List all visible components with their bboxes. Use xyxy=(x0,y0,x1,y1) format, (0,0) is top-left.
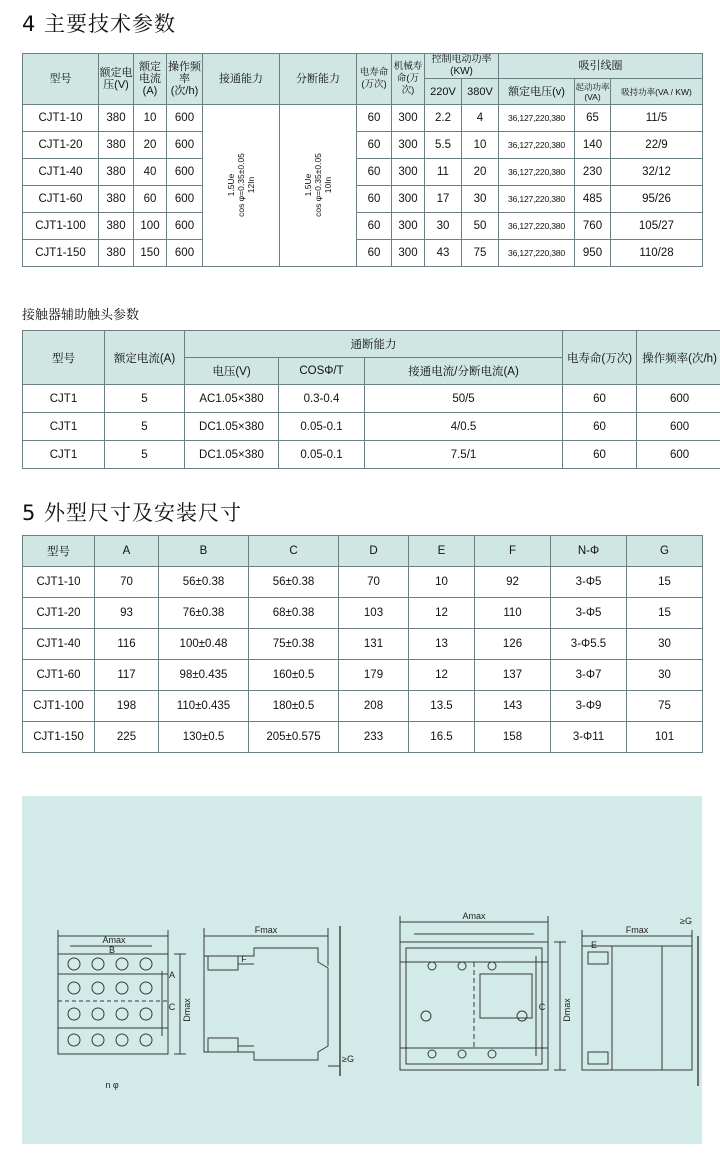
table-cell: CJT1-20 xyxy=(23,598,95,629)
capacity-line: 12In xyxy=(245,176,256,194)
table-cell: CJT1-150 xyxy=(23,240,99,267)
table-cell: 30 xyxy=(627,660,703,691)
table-cell: 950 xyxy=(575,240,611,267)
table-row xyxy=(23,660,703,691)
header-380v: 380V xyxy=(462,79,499,105)
table-cell: 92 xyxy=(475,567,551,598)
table-cell: 131 xyxy=(339,629,409,660)
terminal-screw xyxy=(116,1034,128,1046)
table-header-cell: G xyxy=(627,536,703,567)
table-cell: 205±0.575 xyxy=(249,722,339,753)
table-cell: 143 xyxy=(475,691,551,722)
table-cell: 0.05-0.1 xyxy=(279,441,365,469)
table-cell: 103 xyxy=(339,598,409,629)
section4-title: 4 主要技术参数 xyxy=(22,12,177,36)
aux-header-capacity: 通断能力 xyxy=(185,331,563,358)
table-cell: CJT1-150 xyxy=(23,722,95,753)
label-c-large: C xyxy=(538,1002,546,1012)
table-cell: 11 xyxy=(425,159,462,186)
table-cell: 300 xyxy=(392,105,425,132)
table-cell: 56±0.38 xyxy=(159,567,249,598)
table-cell: 5 xyxy=(105,413,185,441)
table-row xyxy=(23,105,703,132)
table-cell: 485 xyxy=(575,186,611,213)
header-start-power: 起动功率(VA) xyxy=(575,79,611,105)
header-coil-voltage: 额定电压(v) xyxy=(499,79,575,105)
table-row xyxy=(23,240,703,267)
table-row xyxy=(23,413,720,441)
table-cell: 600 xyxy=(167,132,203,159)
table-cell: 30 xyxy=(425,213,462,240)
table-cell: CJT1 xyxy=(23,413,105,441)
table-cell: 65 xyxy=(575,105,611,132)
aux-header-cos: COSΦ/T xyxy=(279,358,365,385)
table-cell: 380 xyxy=(99,213,134,240)
main-parameters-table xyxy=(22,53,703,267)
header-control-power: 控制电动功率(KW) xyxy=(425,54,499,79)
table-cell: 10 xyxy=(409,567,475,598)
table-cell: 50 xyxy=(462,213,499,240)
table-header-cell: D xyxy=(339,536,409,567)
table-cell: 5.5 xyxy=(425,132,462,159)
header-rated-current: 额定电流(A) xyxy=(134,54,167,105)
terminal-screw xyxy=(68,1008,80,1020)
table-cell: 40 xyxy=(134,159,167,186)
terminal-screw xyxy=(68,1034,80,1046)
aux-header-life: 电寿命(万次) xyxy=(563,331,637,385)
table-cell: 600 xyxy=(167,105,203,132)
table-cell: 600 xyxy=(167,159,203,186)
terminal-screw xyxy=(68,958,80,970)
table-cell: 380 xyxy=(99,132,134,159)
table-cell: 11/5 xyxy=(611,105,703,132)
table-cell: 70 xyxy=(339,567,409,598)
table-cell: 30 xyxy=(627,629,703,660)
label-amax: Amax xyxy=(102,935,126,945)
section5-title: 5 外型尺寸及安装尺寸 xyxy=(22,501,243,525)
label-dmax-large: Dmax xyxy=(562,998,572,1022)
table-cell: 380 xyxy=(99,159,134,186)
table-header-cell: 型号 xyxy=(23,536,95,567)
table-cell: 60 xyxy=(563,413,637,441)
table-cell: CJT1-20 xyxy=(23,132,99,159)
capacity-line: 1.5Ue xyxy=(225,173,236,197)
header-making-capacity: 接通能力 xyxy=(203,54,280,105)
installation-diagram xyxy=(22,796,702,1144)
table-cell: 101 xyxy=(627,722,703,753)
table-cell: 117 xyxy=(95,660,159,691)
table-cell: 15 xyxy=(627,598,703,629)
table-cell: 36,127,220,380 xyxy=(499,159,575,186)
table-cell: 60 xyxy=(134,186,167,213)
table-cell: 60 xyxy=(357,240,392,267)
header-breaking-capacity: 分断能力 xyxy=(280,54,357,105)
table-cell: 2.2 xyxy=(425,105,462,132)
capacity-line: 10In xyxy=(322,176,333,194)
table-cell: 60 xyxy=(357,186,392,213)
side-view-small xyxy=(204,926,340,1076)
terminal-screw xyxy=(140,958,152,970)
table-cell: 60 xyxy=(357,105,392,132)
table-cell: 17 xyxy=(425,186,462,213)
table-cell: 600 xyxy=(167,186,203,213)
table-row xyxy=(23,213,703,240)
table-cell: 179 xyxy=(339,660,409,691)
table-cell: 5 xyxy=(105,441,185,469)
table-cell: 380 xyxy=(99,186,134,213)
table-cell: 600 xyxy=(167,213,203,240)
front-view-small xyxy=(58,930,186,1054)
label-a: A xyxy=(168,970,176,980)
table-header-cell: F xyxy=(475,536,551,567)
label-e-large: E xyxy=(590,940,598,950)
terminal-screw xyxy=(116,982,128,994)
table-row xyxy=(23,567,703,598)
table-cell: AC1.05×380 xyxy=(185,385,279,413)
table-row xyxy=(23,385,720,413)
aux-header-make-break: 接通电流/分断电流(A) xyxy=(365,358,563,385)
table-header-cell: B xyxy=(159,536,249,567)
table-cell: 100 xyxy=(134,213,167,240)
table-cell: 36,127,220,380 xyxy=(499,186,575,213)
table-cell: 4/0.5 xyxy=(365,413,563,441)
terminal-screw xyxy=(92,982,104,994)
table-cell: 0.3-0.4 xyxy=(279,385,365,413)
table-row xyxy=(23,441,720,469)
table-cell: 95/26 xyxy=(611,186,703,213)
table-cell: 43 xyxy=(425,240,462,267)
table-cell: 36,127,220,380 xyxy=(499,213,575,240)
aux-contacts-title: 接触器辅助触头参数 xyxy=(22,308,140,323)
label-c: C xyxy=(168,1002,176,1012)
table-cell: 105/27 xyxy=(611,213,703,240)
table-cell: 20 xyxy=(462,159,499,186)
table-cell: 0.05-0.1 xyxy=(279,413,365,441)
aux-header-frequency: 操作频率(次/h) xyxy=(637,331,720,385)
table-cell: 110±0.435 xyxy=(159,691,249,722)
aux-header-model: 型号 xyxy=(23,331,105,385)
table-cell: 116 xyxy=(95,629,159,660)
table-cell: 3-Φ9 xyxy=(551,691,627,722)
table-header-cell: E xyxy=(409,536,475,567)
terminal-screw xyxy=(140,1034,152,1046)
breaking-capacity-cell xyxy=(280,105,357,267)
table-cell: 160±0.5 xyxy=(249,660,339,691)
table-cell: 600 xyxy=(167,240,203,267)
making-capacity-cell xyxy=(203,105,280,267)
table-cell: 3-Φ11 xyxy=(551,722,627,753)
header-220v: 220V xyxy=(425,79,462,105)
table-cell: 60 xyxy=(563,441,637,469)
table-header-cell: C xyxy=(249,536,339,567)
header-mechanical-life: 机械寿命(万次) xyxy=(392,54,425,105)
table-cell: 15 xyxy=(627,567,703,598)
table-cell: 12 xyxy=(409,598,475,629)
table-cell: CJT1 xyxy=(23,441,105,469)
table-row xyxy=(23,722,703,753)
label-b: B xyxy=(108,945,116,955)
table-row xyxy=(23,629,703,660)
table-cell: 20 xyxy=(134,132,167,159)
table-cell: 230 xyxy=(575,159,611,186)
table-cell: 10 xyxy=(462,132,499,159)
table-cell: 13 xyxy=(409,629,475,660)
table-cell: 233 xyxy=(339,722,409,753)
table-cell: 56±0.38 xyxy=(249,567,339,598)
table-row xyxy=(23,186,703,213)
table-cell: 158 xyxy=(475,722,551,753)
terminal-screw xyxy=(92,1034,104,1046)
table-cell: 76±0.38 xyxy=(159,598,249,629)
table-cell: 50/5 xyxy=(365,385,563,413)
dimension-drawing xyxy=(22,796,702,1144)
table-cell: 30 xyxy=(462,186,499,213)
terminal-screw xyxy=(116,1008,128,1020)
table-cell: 75 xyxy=(627,691,703,722)
aux-header-current: 额定电流(A) xyxy=(105,331,185,385)
table-cell: 100±0.48 xyxy=(159,629,249,660)
table-cell: 75 xyxy=(462,240,499,267)
label-f: F xyxy=(241,954,247,964)
table-cell: 300 xyxy=(392,132,425,159)
label-g-large: ≥G xyxy=(680,916,692,926)
label-g: ≥G xyxy=(342,1054,354,1064)
table-cell: 16.5 xyxy=(409,722,475,753)
table-row xyxy=(23,159,703,186)
table-cell: 93 xyxy=(95,598,159,629)
label-dmax: Dmax xyxy=(182,998,192,1022)
table-cell: 300 xyxy=(392,159,425,186)
header-electrical-life: 电寿命(万次) xyxy=(357,54,392,105)
table-cell: 110/28 xyxy=(611,240,703,267)
table-cell: CJT1-60 xyxy=(23,660,95,691)
table-cell: CJT1-40 xyxy=(23,159,99,186)
terminal-screw xyxy=(140,1008,152,1020)
header-operating-frequency: 操作频率(次/h) xyxy=(167,54,203,105)
table-cell: 600 xyxy=(637,413,720,441)
capacity-line: cos φ=0.35±0.05 xyxy=(312,153,323,217)
table-cell: 300 xyxy=(392,186,425,213)
header-hold-power: 吸持功率(VA / KW) xyxy=(611,79,703,105)
table-header-cell: N-Φ xyxy=(551,536,627,567)
label-amax-large: Amax xyxy=(462,911,486,921)
table-cell: 10 xyxy=(134,105,167,132)
table-cell: 36,127,220,380 xyxy=(499,240,575,267)
table-cell: 760 xyxy=(575,213,611,240)
table-cell: 300 xyxy=(392,213,425,240)
table-cell: 36,127,220,380 xyxy=(499,105,575,132)
label-fmax: Fmax xyxy=(254,925,278,935)
aux-header-voltage: 电压(V) xyxy=(185,358,279,385)
table-header-cell: A xyxy=(95,536,159,567)
label-nphi: n φ xyxy=(105,1080,119,1090)
table-cell: 140 xyxy=(575,132,611,159)
table-cell: 12 xyxy=(409,660,475,691)
capacity-line: 1.5Ue xyxy=(302,173,313,197)
aux-contacts-table xyxy=(22,330,720,469)
table-cell: 126 xyxy=(475,629,551,660)
table-cell: 98±0.435 xyxy=(159,660,249,691)
table-cell: CJT1-10 xyxy=(23,567,95,598)
table-cell: 22/9 xyxy=(611,132,703,159)
table-cell: 36,127,220,380 xyxy=(499,132,575,159)
table-cell: 380 xyxy=(99,240,134,267)
table-cell: 208 xyxy=(339,691,409,722)
header-coil: 吸引线圈 xyxy=(499,54,703,79)
table-cell: 60 xyxy=(357,213,392,240)
table-row xyxy=(23,132,703,159)
table-row xyxy=(23,691,703,722)
table-cell: 60 xyxy=(357,132,392,159)
table-cell: 7.5/1 xyxy=(365,441,563,469)
table-cell: 600 xyxy=(637,441,720,469)
table-row xyxy=(23,598,703,629)
table-cell: 198 xyxy=(95,691,159,722)
table-cell: 150 xyxy=(134,240,167,267)
table-cell: 60 xyxy=(563,385,637,413)
table-cell: 180±0.5 xyxy=(249,691,339,722)
table-cell: 13.5 xyxy=(409,691,475,722)
table-cell: CJT1-60 xyxy=(23,186,99,213)
table-cell: 110 xyxy=(475,598,551,629)
side-view-large xyxy=(582,930,698,1086)
table-cell: CJT1 xyxy=(23,385,105,413)
table-cell: 380 xyxy=(99,105,134,132)
table-cell: 3-Φ5 xyxy=(551,598,627,629)
terminal-screw xyxy=(140,982,152,994)
terminal-screw xyxy=(116,958,128,970)
table-cell: 70 xyxy=(95,567,159,598)
capacity-line: cos φ=0.35±0.05 xyxy=(235,153,246,217)
table-cell: 3-Φ5 xyxy=(551,567,627,598)
table-cell: DC1.05×380 xyxy=(185,441,279,469)
table-cell: 4 xyxy=(462,105,499,132)
table-cell: CJT1-100 xyxy=(23,213,99,240)
table-cell: 75±0.38 xyxy=(249,629,339,660)
terminal-screw xyxy=(92,958,104,970)
terminal-screw xyxy=(68,982,80,994)
table-cell: CJT1-40 xyxy=(23,629,95,660)
table-cell: 5 xyxy=(105,385,185,413)
table-cell: CJT1-100 xyxy=(23,691,95,722)
dimensions-table xyxy=(22,535,703,753)
table-cell: 60 xyxy=(357,159,392,186)
front-view-large xyxy=(400,916,566,1070)
table-cell: 68±0.38 xyxy=(249,598,339,629)
table-cell: 130±0.5 xyxy=(159,722,249,753)
table-cell: 32/12 xyxy=(611,159,703,186)
table-cell: 3-Φ7 xyxy=(551,660,627,691)
table-cell: 600 xyxy=(637,385,720,413)
table-cell: 225 xyxy=(95,722,159,753)
header-rated-voltage: 额定电压(V) xyxy=(99,54,134,105)
table-cell: 300 xyxy=(392,240,425,267)
table-cell: 137 xyxy=(475,660,551,691)
table-cell: DC1.05×380 xyxy=(185,413,279,441)
label-fmax-large: Fmax xyxy=(625,925,649,935)
table-cell: 3-Φ5.5 xyxy=(551,629,627,660)
table-cell: CJT1-10 xyxy=(23,105,99,132)
header-model: 型号 xyxy=(23,54,99,105)
terminal-screw xyxy=(92,1008,104,1020)
